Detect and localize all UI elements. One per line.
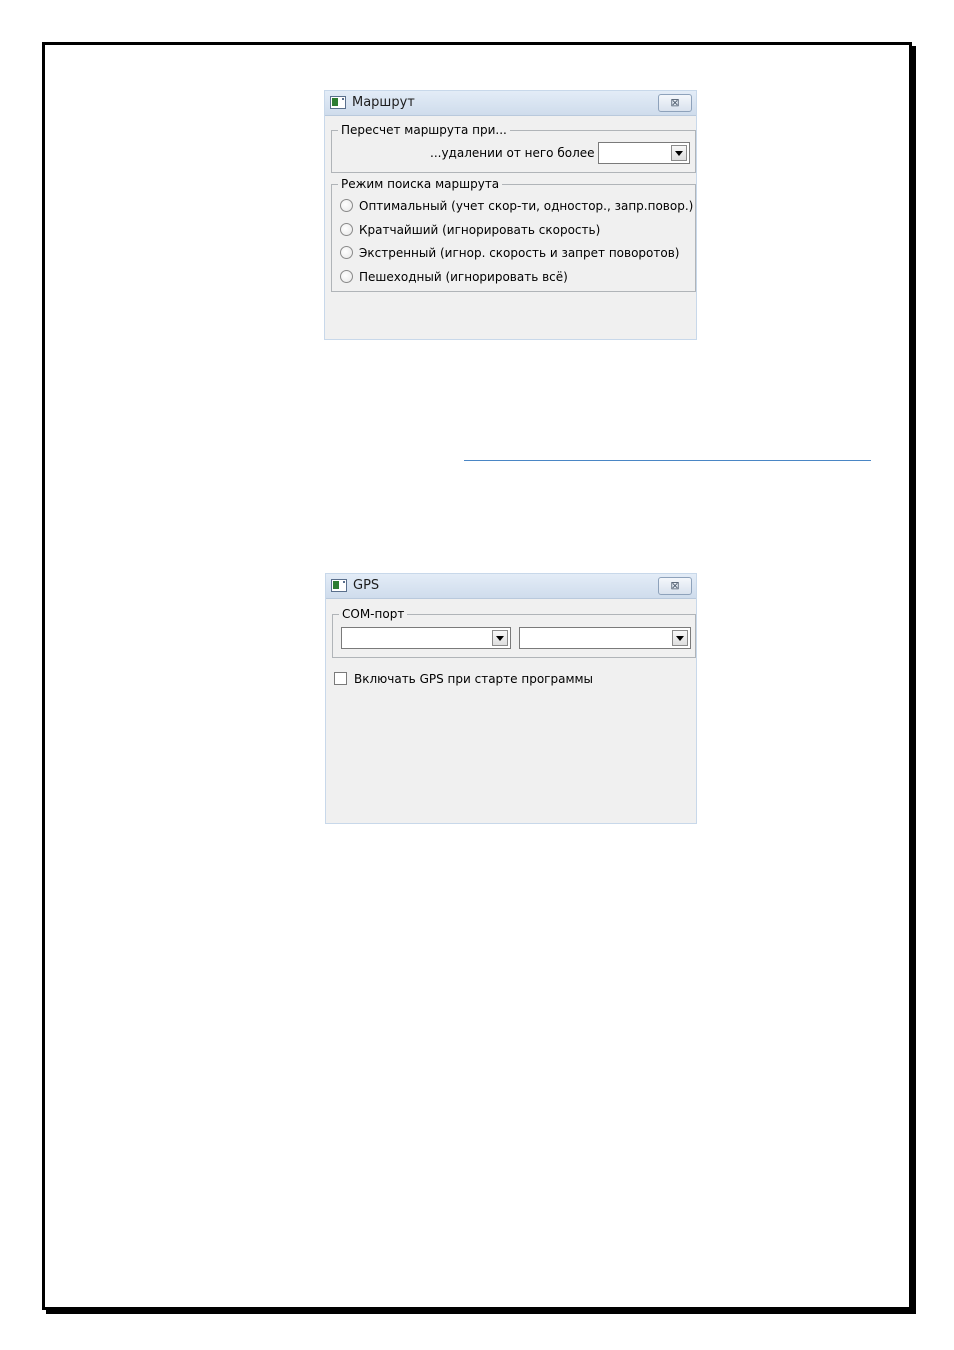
recalc-legend: Пересчет маршрута при... [338,123,510,137]
radio-circle-icon[interactable] [340,199,353,212]
gps-autostart-checkbox-row[interactable] [334,672,593,686]
close-button[interactable]: ⊠ [658,94,692,112]
baud-rate-combo[interactable] [519,627,691,649]
dropdown-arrow-icon[interactable] [671,145,687,161]
close-button[interactable]: ⊠ [658,577,692,595]
radio-option-optimal[interactable] [340,199,693,217]
gps-dialog-title: GPS [353,578,380,593]
radio-label: Пешеходный (игнорировать всё) [359,270,568,284]
gps-titlebar[interactable] [326,574,696,599]
separator-line [464,460,871,461]
radio-label: Кратчайший (игнорировать скорость) [359,223,601,237]
radio-option-emergency[interactable] [340,246,679,264]
com-port-legend: COM-порт [339,607,407,621]
route-titlebar[interactable] [325,91,696,116]
com-port-groupbox [332,607,696,658]
recalc-groupbox [331,123,696,173]
radio-circle-icon[interactable] [340,223,353,236]
distance-combo[interactable] [598,142,690,164]
app-window-icon [331,579,347,592]
radio-label: Экстренный (игнор. скорость и запрет поворотов) [359,246,680,260]
radio-label: Оптимальный (учет скор-ти, одностор., запр.повор.) [359,199,694,213]
com-port-combo[interactable] [341,627,511,649]
radio-option-pedestrian[interactable] [340,270,568,288]
route-dialog [324,90,697,340]
mode-groupbox [331,177,696,292]
radio-circle-icon[interactable] [340,270,353,283]
route-dialog-title: Маршрут [352,95,415,110]
radio-option-shortest[interactable] [340,223,600,241]
radio-circle-icon[interactable] [340,246,353,259]
checkbox-icon[interactable] [334,672,347,685]
dropdown-arrow-icon[interactable] [492,630,508,646]
distance-label: ...удалении от него более [430,146,595,160]
gps-dialog [325,573,697,824]
app-window-icon [330,96,346,109]
mode-legend: Режим поиска маршрута [338,177,502,191]
dropdown-arrow-icon[interactable] [672,630,688,646]
gps-autostart-label: Включать GPS при старте программы [354,672,594,686]
